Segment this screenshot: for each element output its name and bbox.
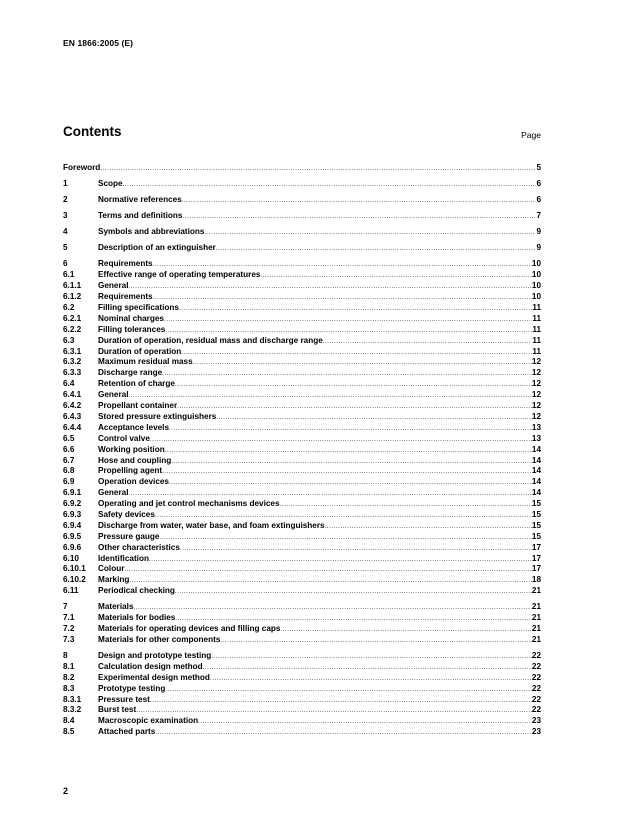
toc-entry-title: Normative references [98,195,182,205]
toc-entry-number: 6.9 [63,477,75,487]
toc-entry-page: 13 [531,422,541,432]
toc-entry-title: Requirements [98,292,153,302]
toc-entry-page: 14 [531,488,541,498]
toc-entry-title: General [98,488,129,498]
toc-entry-page: 5 [536,163,541,172]
toc-entry[interactable] [63,575,541,586]
toc-entry-page: 7 [536,211,541,221]
toc-entry-number: 6.1.2 [63,292,82,302]
toc-entry[interactable] [63,716,541,727]
toc-entry-number: 6.1.1 [63,281,82,291]
toc-entry[interactable] [63,602,541,613]
toc-entry-page: 23 [531,716,541,726]
toc-entry[interactable] [63,281,541,292]
toc-entry[interactable] [63,325,541,336]
toc-entry[interactable] [63,521,541,532]
toc-entry-title: Propelling agent [98,466,163,476]
toc-entry[interactable] [63,227,541,238]
toc-entry-number: 6.4.3 [63,411,82,421]
toc-entry-number: 8.3 [63,683,75,693]
toc-entry[interactable] [63,163,541,174]
toc-entry-title: Requirements [98,259,153,269]
toc-entry-number: 8.2 [63,672,75,682]
toc-entry-number: 6.3 [63,335,75,345]
toc-entry-number: 6.4 [63,379,75,389]
toc-entry-title: Identification [98,553,149,563]
toc-entry[interactable] [63,477,541,488]
page-column-label: Page [521,130,541,140]
toc-entry-page: 22 [531,661,541,671]
toc-entry[interactable] [63,270,541,281]
toc-entry-number: 7.1 [63,613,75,623]
toc-entry-title: Materials for other components [98,634,221,644]
toc-entry-page: 21 [531,586,541,596]
toc-entry-page: 23 [531,727,541,737]
toc-entry-page: 21 [531,634,541,644]
toc-entry-title: Acceptance levels [98,422,170,432]
toc-entry-title: Materials [98,602,134,612]
toc-entry-number: 6.3.3 [63,368,82,378]
toc-dot-leader [220,635,532,647]
toc-entry-title: Terms and definitions [98,211,183,221]
toc-entry[interactable] [63,564,541,575]
toc-entry-number: 6.3.1 [63,346,82,356]
toc-entry-page: 15 [531,509,541,519]
toc-entry-title: Hose and coupling [98,455,172,465]
toc-entry-page: 17 [531,553,541,563]
toc-entry[interactable] [63,684,541,695]
toc-entry[interactable] [63,347,541,358]
toc-entry-number: 6.9.3 [63,509,82,519]
toc-dot-leader [100,163,536,175]
toc-entry-number: 6.11 [63,586,79,596]
toc-entry-number: 6.10 [63,553,79,563]
toc-dot-leader [182,195,537,207]
toc-entry-title: Effective range of operating temperatures [98,270,261,280]
toc-entry-title: Prototype testing [98,683,166,693]
toc-entry[interactable] [63,624,541,635]
toc-dot-leader [123,179,537,191]
toc-entry-page: 21 [531,602,541,612]
table-of-contents [63,163,541,738]
toc-dot-leader [182,211,536,223]
toc-entry-page: 14 [531,455,541,465]
toc-entry-title: Burst test [98,705,137,715]
toc-entry-page: 22 [531,694,541,704]
toc-entry-title: Symbols and abbreviations [98,227,205,237]
toc-entry-page: 10 [531,259,541,269]
toc-entry-page: 12 [531,401,541,411]
toc-entry-page: 11 [532,313,541,323]
toc-entry-page: 21 [531,613,541,623]
toc-entry-number: 6.9.6 [63,542,82,552]
toc-entry-number: 6 [63,259,68,269]
toc-entry[interactable] [63,368,541,379]
toc-entry-number: 6.3.2 [63,357,82,367]
toc-entry[interactable] [63,259,541,270]
toc-entry-title: Retention of charge [98,379,175,389]
toc-entry[interactable] [63,510,541,521]
toc-entry-title: Scope [98,179,123,189]
toc-entry-number: 6.7 [63,455,75,465]
toc-entry-page: 11 [532,303,541,313]
toc-entry-page: 12 [531,379,541,389]
toc-dot-leader [175,586,532,598]
toc-entry-page: 12 [531,390,541,400]
toc-entry-page: 15 [531,520,541,530]
toc-entry[interactable] [63,673,541,684]
toc-entry-page: 17 [531,564,541,574]
toc-entry[interactable] [63,543,541,554]
toc-entry-title: Design and prototype testing [98,651,212,661]
toc-entry-title: Calculation design method [98,661,203,671]
toc-entry-page: 12 [531,411,541,421]
toc-entry-number: 8.4 [63,716,75,726]
toc-dot-leader [216,243,537,255]
toc-entry-title: Discharge range [98,368,163,378]
toc-entry-page: 14 [531,444,541,454]
toc-entry-title: Safety devices [98,509,155,519]
toc-entry[interactable] [63,336,541,347]
toc-entry[interactable] [63,532,541,543]
toc-entry[interactable] [63,662,541,673]
toc-entry[interactable] [63,390,541,401]
toc-entry[interactable] [63,412,541,423]
toc-entry-number: 8.5 [63,727,75,737]
toc-entry-title: General [98,281,129,291]
toc-entry[interactable] [63,423,541,434]
toc-entry[interactable] [63,211,541,222]
toc-entry[interactable] [63,613,541,624]
toc-entry-page: 9 [536,243,541,253]
toc-entry-title: Periodical checking [98,586,175,596]
toc-entry[interactable] [63,727,541,738]
toc-entry-title: Colour [98,564,125,574]
toc-entry[interactable] [63,434,541,445]
toc-entry[interactable] [63,303,541,314]
toc-dot-leader [155,727,532,739]
toc-entry[interactable] [63,499,541,510]
toc-entry-number: 6.10.1 [63,564,86,574]
toc-entry-title: Pressure gauge [98,531,160,541]
toc-entry-title: Marking [98,575,130,585]
toc-entry-page: 17 [531,542,541,552]
toc-entry-page: 10 [531,270,541,280]
toc-entry[interactable] [63,488,541,499]
toc-entry-title: Maximum residual mass [98,357,193,367]
toc-entry-number: 7.3 [63,634,75,644]
toc-entry-title: Pressure test [98,694,150,704]
toc-entry-page: 22 [531,705,541,715]
toc-entry-number: 6.2.1 [63,313,82,323]
toc-entry-number: 8.1 [63,661,75,671]
toc-entry-number: 2 [63,195,68,205]
toc-entry-number: 6.8 [63,466,75,476]
toc-entry-title: Duration of operation [98,346,182,356]
toc-entry-number: 8.3.2 [63,705,82,715]
toc-entry-page: 11 [532,346,541,356]
toc-entry-number: 6.9.1 [63,488,82,498]
toc-entry-number: 6.10.2 [63,575,86,585]
toc-entry-title: Stored pressure extinguishers [98,411,217,421]
toc-entry[interactable] [63,292,541,303]
toc-entry-page: 13 [531,433,541,443]
toc-entry[interactable] [63,466,541,477]
toc-entry-title: Description of an extinguisher [98,243,216,253]
toc-entry[interactable] [63,456,541,467]
toc-entry[interactable] [63,586,541,597]
toc-entry-title: Operation devices [98,477,169,487]
toc-entry-number: 6.1 [63,270,75,280]
toc-entry[interactable] [63,179,541,190]
toc-entry-number: 5 [63,243,68,253]
toc-entry[interactable] [63,195,541,206]
toc-entry-number: 6.9.4 [63,520,82,530]
toc-entry-page: 22 [531,651,541,661]
toc-entry[interactable] [63,705,541,716]
toc-entry[interactable] [63,401,541,412]
toc-entry-number: 6.4.2 [63,401,82,411]
toc-entry-number: 1 [63,179,68,189]
toc-entry-page: 10 [531,292,541,302]
toc-entry-number: 4 [63,227,68,237]
toc-entry-title: Duration of operation, residual mass and discharge range [98,335,323,345]
toc-entry-title: Nominal charges [98,313,164,323]
toc-entry-title: Discharge from water, water base, and foam extinguishers [98,520,325,530]
toc-entry-page: 18 [531,575,541,585]
toc-entry-title: Materials for operating devices and filling caps [98,624,281,634]
footer-page-number: 2 [63,786,69,796]
toc-entry[interactable] [63,379,541,390]
toc-entry-page: 21 [531,624,541,634]
toc-entry-title: Filling tolerances [98,324,166,334]
toc-entry-title: Control valve [98,433,150,443]
toc-entry[interactable] [63,651,541,662]
toc-dot-leader [204,227,536,239]
toc-entry-title: General [98,390,129,400]
document-header-code: EN 1866:2005 (E) [63,38,134,48]
toc-entry-title: Operating and jet control mechanisms devices [98,499,280,509]
toc-entry[interactable] [63,554,541,565]
toc-entry-page: 22 [531,672,541,682]
toc-entry[interactable] [63,635,541,646]
toc-entry-page: 15 [531,499,541,509]
toc-entry-number: 3 [63,211,68,221]
toc-entry-title: Filling specifications [98,303,179,313]
toc-entry[interactable] [63,695,541,706]
toc-entry-number: 8.3.1 [63,694,82,704]
toc-entry-title: Working position [98,444,165,454]
toc-entry-number: 6.4.1 [63,390,82,400]
toc-entry[interactable] [63,445,541,456]
toc-entry-page: 10 [531,281,541,291]
toc-entry-number: 7.2 [63,624,75,634]
toc-entry-number: 7 [63,602,68,612]
toc-entry-title: Macroscopic examination [98,716,199,726]
toc-entry-number: 6.9.2 [63,499,82,509]
toc-entry-page: 14 [531,466,541,476]
toc-entry-page: 14 [531,477,541,487]
toc-entry-title: Materials for bodies [98,613,176,623]
toc-entry-number: 6.6 [63,444,75,454]
toc-entry-number: 8 [63,651,68,661]
toc-entry-page: 12 [531,368,541,378]
toc-entry-page: 6 [536,179,541,189]
toc-entry-page: 6 [536,195,541,205]
toc-entry-page: 11 [532,335,541,345]
toc-entry-number: 6.5 [63,433,75,443]
toc-entry-number: 6.2.2 [63,324,82,334]
toc-entry[interactable] [63,243,541,254]
toc-entry-page: 12 [531,357,541,367]
toc-entry-page: 22 [531,683,541,693]
toc-entry-title: Foreword [63,163,101,172]
toc-entry[interactable] [63,314,541,325]
toc-entry-title: Experimental design method [98,672,210,682]
toc-entry-number: 6.2 [63,303,75,313]
toc-entry-title: Propellant container [98,401,178,411]
toc-entry-page: 9 [536,227,541,237]
toc-entry-page: 11 [532,324,541,334]
toc-entry-number: 6.4.4 [63,422,82,432]
toc-entry[interactable] [63,357,541,368]
toc-entry-number: 6.9.5 [63,531,82,541]
toc-entry-page: 15 [531,531,541,541]
toc-entry-title: Other characteristics [98,542,180,552]
contents-title: Contents [63,124,122,139]
toc-entry-title: Attached parts [98,727,156,737]
